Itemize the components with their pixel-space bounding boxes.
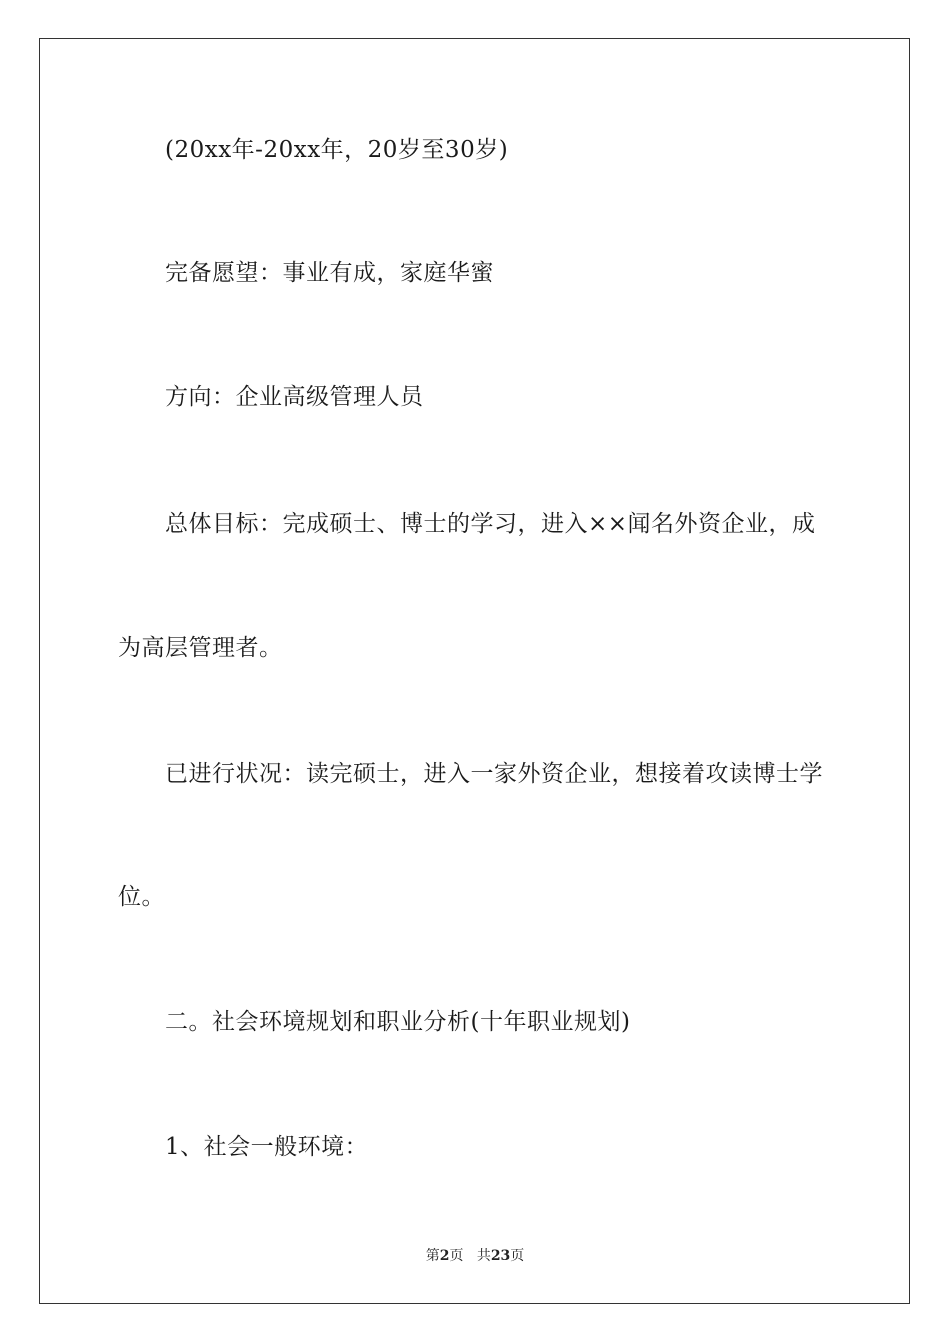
footer-total-pages: 23 xyxy=(490,1248,511,1264)
page-footer xyxy=(0,1247,950,1265)
paragraph-overall-goal-cont: 为高层管理者。 xyxy=(118,635,283,661)
paragraph-progress-cont: 位。 xyxy=(118,884,165,910)
paragraph-wish: 完备愿望：事业有成，家庭华蜜 xyxy=(165,260,494,286)
footer-page-prefix: 第 xyxy=(425,1248,440,1264)
subheading-general-environment: 1、社会一般环境： xyxy=(165,1134,369,1160)
paragraph-overall-goal: 总体目标：完成硕士、博士的学习，进入××闻名外资企业，成 xyxy=(165,511,816,537)
paragraph-progress: 已进行状况：读完硕士，进入一家外资企业，想接着攻读博士学 xyxy=(165,761,823,787)
footer-page-number: 2 xyxy=(439,1248,450,1264)
paragraph-direction: 方向：企业高级管理人员 xyxy=(165,384,424,410)
page-border xyxy=(39,38,910,1304)
paragraph-age-range: (20xx年-20xx年，20岁至30岁) xyxy=(165,137,509,163)
footer-total-suffix: 页 xyxy=(510,1248,525,1264)
footer-page-suffix: 页 xyxy=(449,1248,464,1264)
footer-total-prefix: 共 xyxy=(476,1248,491,1264)
section-heading-social-environment: 二。社会环境规划和职业分析(十年职业规划) xyxy=(165,1009,631,1035)
